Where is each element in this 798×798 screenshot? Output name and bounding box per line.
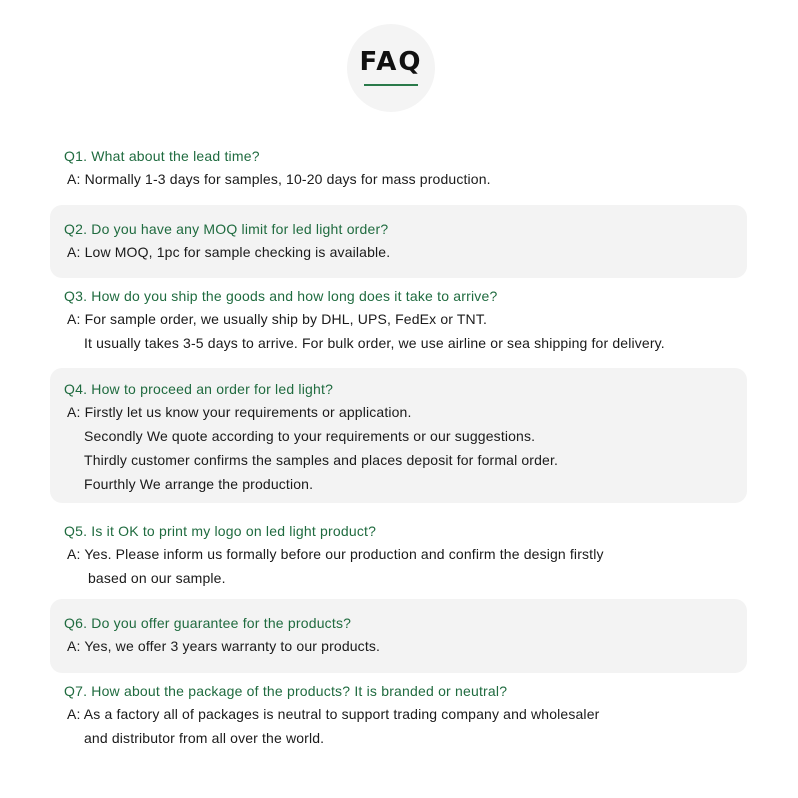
answer-line: A: Low MOQ, 1pc for sample checking is available. — [67, 244, 391, 260]
answer-line: A: Normally 1-3 days for samples, 10-20 days for mass production. — [67, 171, 491, 187]
faq-item-3 — [50, 286, 747, 358]
faq-question: Q3. How do you ship the goods and how long does it take to arrive? — [64, 288, 498, 304]
answer-line: A: Yes. Please inform us formally before our production and confirm the design firstly — [67, 546, 604, 562]
answer-line: Thirdly customer confirms the samples and places deposit for formal order. — [84, 452, 559, 468]
answer-line: Secondly We quote according to your requirements or our suggestions. — [84, 428, 536, 444]
faq-answer — [64, 167, 747, 191]
faq-answer — [64, 307, 747, 355]
answer-line: A: Yes, we offer 3 years warranty to our products. — [67, 638, 381, 654]
faq-question: Q1. What about the lead time? — [64, 148, 260, 164]
faq-answer — [64, 702, 747, 750]
answer-line: Fourthly We arrange the production. — [84, 476, 314, 492]
faq-item-5 — [50, 521, 747, 591]
faq-answer — [64, 400, 747, 496]
answer-line: It usually takes 3-5 days to arrive. For bulk order, we use airline or sea shipping for delivery. — [84, 335, 665, 351]
faq-answer — [64, 634, 747, 658]
answer-line: A: For sample order, we usually ship by DHL, UPS, FedEx or TNT. — [67, 311, 488, 327]
faq-item-4 — [50, 368, 747, 503]
faq-question: Q2. Do you have any MOQ limit for led light order? — [64, 221, 389, 237]
faq-header-badge — [347, 24, 435, 112]
faq-item-1 — [50, 146, 747, 194]
title-underline — [364, 84, 418, 86]
answer-line: A: Firstly let us know your requirements or application. — [67, 404, 412, 420]
faq-answer — [64, 240, 747, 264]
page-title: FAQ — [359, 47, 423, 78]
answer-line: and distributor from all over the world. — [84, 730, 325, 746]
faq-question: Q4. How to proceed an order for led light? — [64, 381, 334, 397]
answer-line: based on our sample. — [88, 570, 226, 586]
faq-question: Q7. How about the package of the products? It is branded or neutral? — [64, 683, 508, 699]
faq-answer — [64, 542, 747, 590]
faq-item-6 — [50, 599, 747, 673]
faq-item-7 — [50, 681, 747, 753]
faq-question: Q6. Do you offer guarantee for the products? — [64, 615, 352, 631]
faq-question: Q5. Is it OK to print my logo on led light product? — [64, 523, 377, 539]
faq-item-2 — [50, 205, 747, 278]
answer-line: A: As a factory all of packages is neutral to support trading company and wholesaler — [67, 706, 600, 722]
